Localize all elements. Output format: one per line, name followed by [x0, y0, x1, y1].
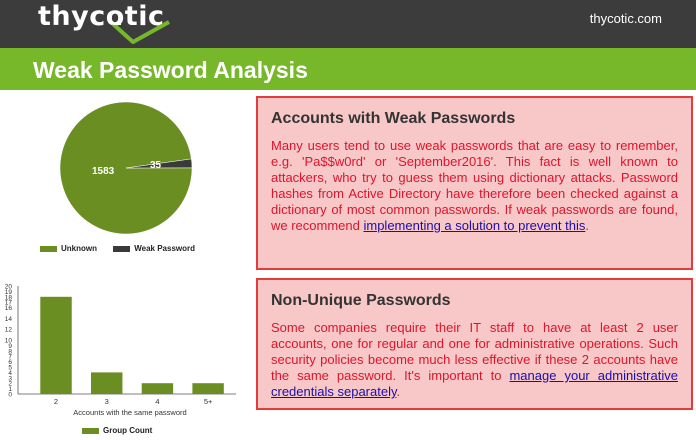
legend-label-group-count: Group Count [103, 426, 153, 435]
top-header-bar [0, 0, 696, 48]
bar-y-tick-label: 5 [8, 364, 12, 372]
bar-y-tick-label: 7 [8, 353, 12, 361]
legend-swatch-unknown [40, 246, 57, 252]
title-bar [0, 48, 696, 90]
group-count-bar-chart [0, 278, 256, 440]
bar-y-tick-label: 8 [8, 348, 12, 356]
bar-4 [142, 383, 173, 394]
bar-y-tick-label: 2 [8, 380, 12, 388]
pie-value-unknown: 1583 [92, 166, 115, 177]
bar-y-tick-label: 17 [4, 299, 12, 307]
weak-passwords-card [256, 96, 693, 270]
bar-y-tick-label: 14 [4, 315, 12, 323]
weak-passwords-end: . [585, 218, 589, 233]
bar-x-axis-label: Accounts with the same password [73, 408, 187, 417]
legend-item-unknown [40, 244, 99, 253]
weak-passwords-text [271, 138, 678, 234]
pie-legend [40, 244, 195, 253]
bar-y-tick-label: 4 [8, 369, 12, 377]
site-link[interactable]: thycotic.com [589, 11, 662, 26]
bar-x-tick-label: 5+ [203, 397, 213, 406]
weak-password-pie-chart [0, 90, 256, 270]
bar-3 [91, 372, 122, 394]
non-unique-passwords-end: . [396, 384, 401, 399]
bar-y-tick-label: 19 [4, 288, 12, 296]
legend-swatch-group-count [82, 428, 99, 434]
bar-y-tick-label: 10 [4, 337, 12, 345]
bar-y-tick-label: 20 [4, 283, 12, 291]
bar-y-tick-label: 3 [8, 375, 12, 383]
page-title: Weak Password Analysis [33, 57, 308, 83]
legend-label-weak: Weak Password [134, 244, 196, 253]
weak-passwords-body: Many users tend to use weak passwords that are easy to remember, e.g. 'Pa$$w0rd' or 'September2016'. This fact is well known to attackers, who try to guess them using dictionary attacks. Password hashes from Active Directory have therefore been checked against a dictionary of most common passwords. If weak passwords are found, we recommend [271, 138, 678, 233]
legend-label-unknown: Unknown [61, 244, 97, 253]
logo-check-icon [111, 20, 171, 46]
bar-x-tick-label: 4 [155, 397, 160, 406]
bar-y-tick-label: 12 [4, 326, 12, 334]
thycotic-logo[interactable]: thycotic [38, 1, 165, 32]
manage-credentials-link[interactable]: manage your administrative credentials separately [271, 368, 678, 399]
bar-x-tick-label: 3 [104, 397, 109, 406]
bar-y-tick-label: 16 [4, 305, 12, 313]
non-unique-passwords-body: Some companies require their IT staff to have at least 2 user accounts, one for regular and one for administrative operations. Such security policies become much less effective if these 2 accounts have the same password. It's important to [271, 320, 678, 383]
weak-passwords-title: Accounts with Weak Passwords [271, 110, 516, 127]
bar-5plus [192, 383, 223, 394]
pie-value-weak: 35 [150, 160, 162, 171]
bar-2 [40, 297, 71, 394]
bar-x-tick-label: 2 [53, 397, 59, 406]
bar-y-tick-label: 0 [8, 391, 12, 399]
bar-y-tick-label: 18 [4, 294, 12, 302]
legend-swatch-weak [113, 246, 130, 252]
bar-y-tick-label: 1 [8, 386, 12, 394]
bar-y-tick-label: 6 [8, 359, 12, 367]
implementing-solution-link[interactable]: implementing a solution to prevent this [363, 218, 586, 233]
non-unique-passwords-text [271, 320, 678, 400]
non-unique-passwords-card [256, 278, 693, 410]
bar-y-tick-label: 9 [8, 342, 12, 350]
legend-item-weak [113, 244, 195, 253]
bar-legend [82, 426, 152, 435]
non-unique-passwords-title: Non-Unique Passwords [271, 292, 451, 309]
